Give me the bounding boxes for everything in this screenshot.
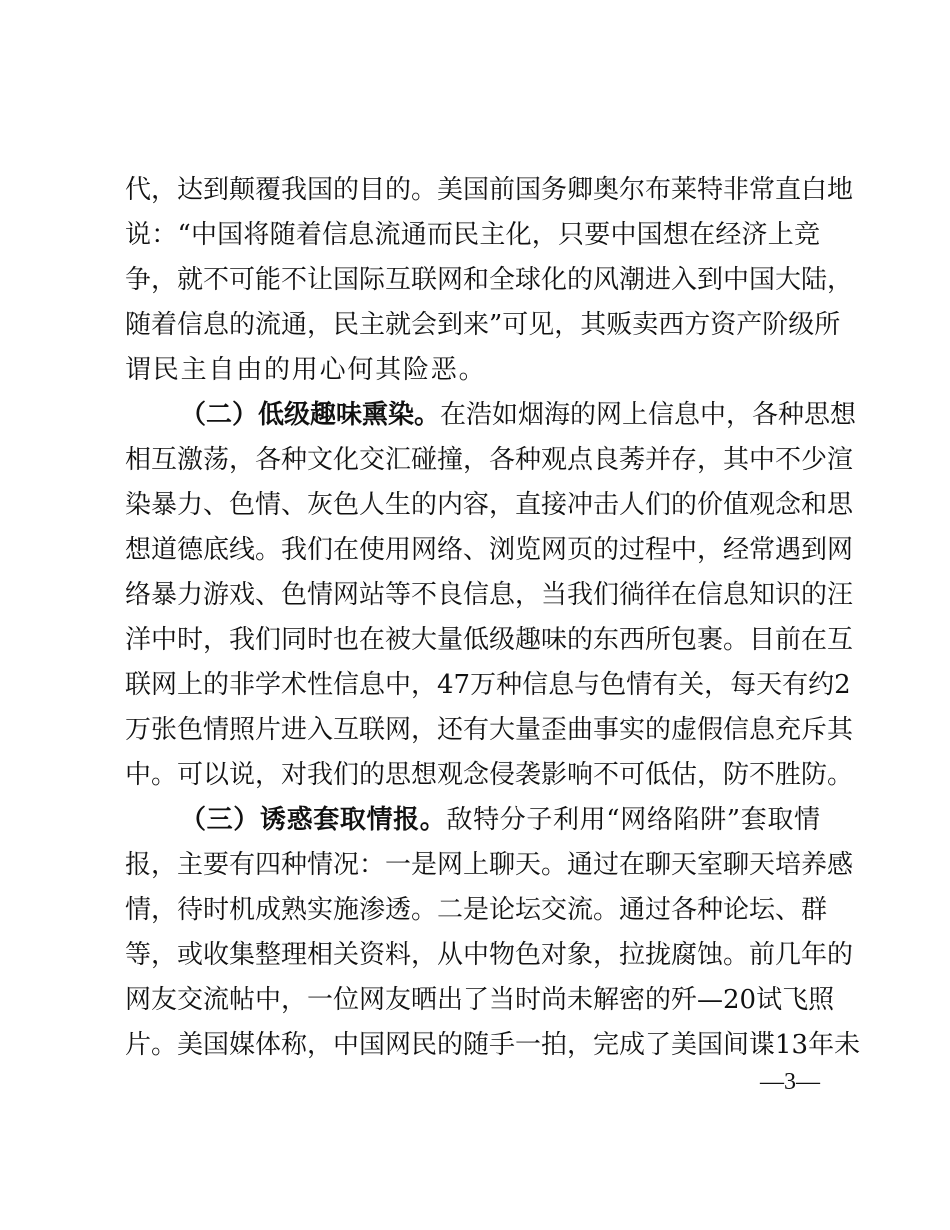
text-line: 争，就不可能不让国际互联网和全球化的风潮进入到中国大陆， <box>125 265 854 295</box>
text-line: 中。可以说，对我们的思想观念侵袭影响不可低估，防不胜防。 <box>125 760 854 790</box>
text-line: 洋中时，我们同时也在被大量低级趣味的东西所包裹。目前在互 <box>125 625 854 655</box>
body-text <box>125 168 861 1068</box>
section-heading: （三）诱惑套取情报。 <box>180 805 447 835</box>
section-heading: （二）低级趣味熏染。 <box>180 400 441 430</box>
text-line <box>125 798 820 843</box>
text-line: 随着信息的流通，民主就会到来”可见，其贩卖西方资产阶级所 <box>125 310 841 340</box>
paragraph-3 <box>125 798 861 1068</box>
text-span: 敌特分子利用“网络陷阱”套取情 <box>446 805 820 835</box>
text-line: 染暴力、色情、灰色人生的内容，直接冲击人们的价值观念和思 <box>125 490 854 520</box>
text-line: 情，待时机成熟实施渗透。二是论坛交流。通过各种论坛、群 <box>125 895 828 925</box>
paragraph-2 <box>125 393 857 798</box>
text-line: 络暴力游戏、色情网站等不良信息，当我们徜徉在信息知识的汪 <box>125 580 854 610</box>
text-line: 等，或收集整理相关资料，从中物色对象，拉拢腐蚀。前几年的 <box>125 940 854 970</box>
text-line: 代，达到颠覆我国的目的。美国前国务卿奥尔布莱特非常直白地 <box>125 175 854 205</box>
text-line: 说：“中国将随着信息流通而民主化，只要中国想在经济上竞 <box>125 220 820 250</box>
text-line: 报，主要有四种情况：一是网上聊天。通过在聊天室聊天培养感 <box>125 850 854 880</box>
text-line: 网友交流帖中，一位网友晒出了当时尚未解密的歼—20试飞照 <box>125 985 835 1015</box>
text-line: 相互激荡，各种文化交汇碰撞，各种观点良莠并存，其中不少渲 <box>125 445 854 475</box>
text-line <box>125 393 857 438</box>
page-number: —3— <box>760 1069 820 1095</box>
text-line: 想道德底线。我们在使用网络、浏览网页的过程中，经常遇到网 <box>125 535 854 565</box>
text-span: 在浩如烟海的网上信息中，各种思想 <box>440 400 857 430</box>
text-line: 片。美国媒体称，中国网民的随手一拍，完成了美国间谍13年未 <box>125 1030 861 1060</box>
text-line: 谓民主自由的用心何其险恶。 <box>125 355 487 385</box>
text-line: 联网上的非学术性信息中，47万种信息与色情有关，每天有约2 <box>125 670 851 700</box>
text-line: 万张色情照片进入互联网，还有大量歪曲事实的虚假信息充斥其 <box>125 715 854 745</box>
paragraph-1 <box>125 168 854 393</box>
